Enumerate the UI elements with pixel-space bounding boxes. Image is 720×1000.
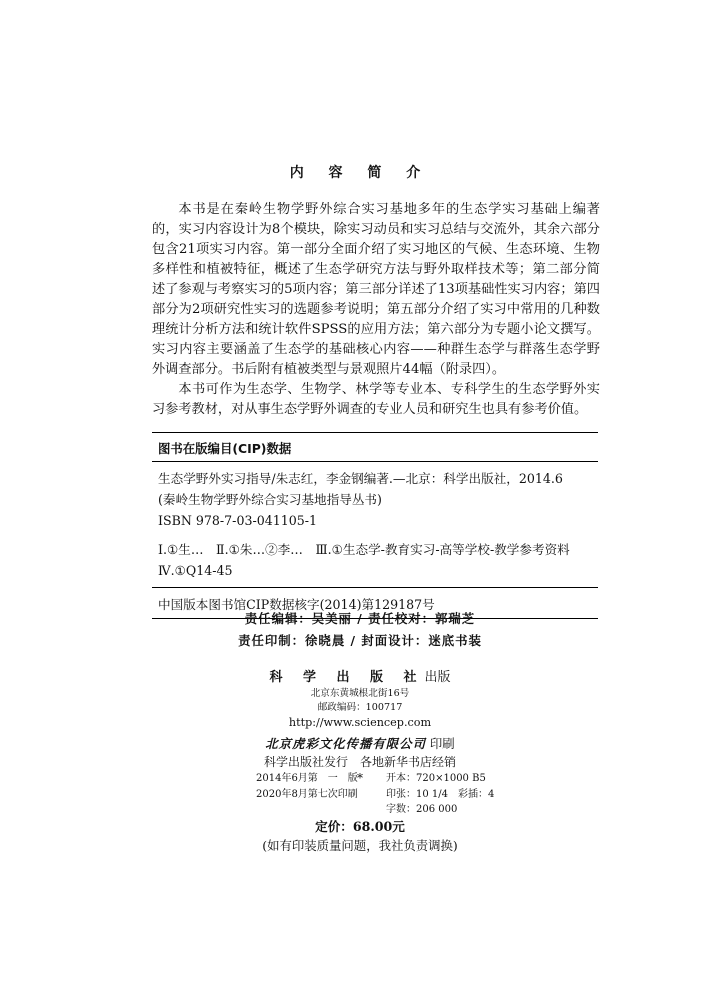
publisher-name-line (0, 668, 720, 687)
imprint-printing: 2020年8月第七次印刷 (256, 788, 358, 800)
cip-line-classification: Ⅰ.①生… Ⅱ.①朱…②李… Ⅲ.①生态学-教育实习-高等学校-教学参考资料Ⅳ.①Q14-45 (158, 542, 570, 578)
printer-name: 北京虎彩文化传播有限公司 (265, 736, 426, 751)
price: 定价：68.00元 (315, 819, 405, 834)
imprint-row-3 (256, 802, 506, 818)
cip-body (152, 462, 598, 587)
intro-paragraph-1: 本书是在秦岭生物学野外综合实习基地多年的生态学实习基础上编著的，实习内容设计为8个模块，除实习动员和实习总结与交流外，其余六部分包含21项实习内容。第一部分全面介绍了实习地区的气候、生态环境、生物多样性和植被特征，概述了生态学研究方法与野外取样技术等；第二部分简述了参观与考察实习的5项内容；第三部分详述了13项基础性实习内容；第四部分为2项研究性实习的选题参考说明；第五部分介绍了实习中常用的几种数理统计分析方法和统计软件SPSS的应用方法；第六部分为专题小论文撰写。实习内容主要涵盖了生态学的基础核心内容——种群生态学与群落生态学野外调查部分。书后附有植被类型与景观照片44幅（附录四）。 (152, 202, 600, 377)
publisher-postcode: 邮政编码：100717 (317, 702, 403, 713)
cip-title: 图书在版编目(CIP)数据 (158, 441, 292, 456)
staff-credits (0, 608, 720, 652)
cip-gap (158, 531, 598, 539)
section-title: 内 容 简 介 (289, 165, 431, 181)
cip-line-isbn: ISBN 978-7-03-041105-1 (158, 513, 318, 528)
book-introduction (152, 200, 600, 420)
cip-block (152, 432, 598, 619)
credits-production: 责任印制：徐晓晨 / 封面设计：迷底书装 (238, 633, 482, 648)
publisher-name-suffix: 出版 (424, 670, 451, 685)
credits-editors: 责任编辑：吴美丽 / 责任校对：郭瑞芝 (244, 611, 476, 626)
imprint-row-2 (256, 787, 506, 803)
imprint-sheets: 印张：10 1/4 彩插：4 (386, 788, 495, 800)
imprint-spacer (256, 802, 380, 818)
distribution-line: 科学出版社发行 各地新华书店经销 (263, 755, 456, 769)
cip-verification: 中国版本图书馆CIP数据核字(2014)第129187号 (158, 597, 435, 612)
publisher-name: 科 学 出 版 社 (269, 670, 425, 685)
imprint-edition: 2014年6月第 一 版 (256, 773, 358, 784)
cip-line-series: (秦岭生物学野外综合实习基地指导丛书) (158, 492, 382, 507)
imprint-word-count: 字数：206 000 (386, 804, 458, 815)
publisher-url: http://www.sciencep.com (288, 716, 432, 729)
quality-note: (如有印装质量问题，我社负责调换) (262, 838, 458, 853)
imprint-details (256, 771, 506, 818)
separator-star: * (357, 771, 363, 785)
intro-paragraph-2: 本书可作为生态学、生物学、林学等专业本、专科学生的生态学野外实习参考教材，对从事生态学野外调查的专业人员和研究生也具有参考价值。 (152, 382, 600, 417)
publisher-address: 北京东黄城根北街16号 (310, 688, 410, 699)
publisher-info (0, 668, 720, 785)
imprint-format: 开本：720×1000 B5 (386, 773, 486, 784)
imprint-row-1 (256, 771, 506, 787)
printer-suffix: 印刷 (429, 736, 455, 751)
cip-line-title: 生态学野外实习指导/朱志红，李金钢编著.—北京：科学出版社，2014.6 (158, 471, 563, 486)
printer-line (0, 734, 720, 753)
